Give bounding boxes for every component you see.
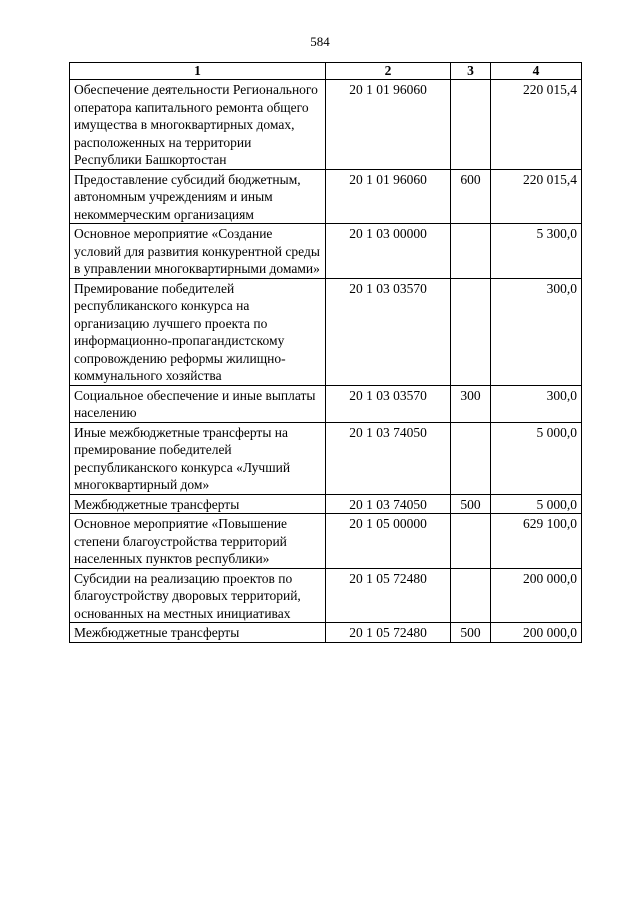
row-amount: 200 000,0 [491, 568, 582, 623]
table-row [70, 494, 582, 514]
row-type [451, 514, 491, 569]
row-type: 600 [451, 169, 491, 224]
table-row [70, 623, 582, 643]
row-type [451, 422, 491, 494]
row-code: 20 1 03 00000 [326, 224, 451, 279]
row-name: Основное мероприятие «Создание условий для развития конкурентной среды в управлении многоквартирными домами» [70, 224, 326, 279]
row-code: 20 1 03 74050 [326, 494, 451, 514]
column-header-4: 4 [491, 63, 582, 80]
row-code: 20 1 03 74050 [326, 422, 451, 494]
row-name: Предоставление субсидий бюджетным, автономным учреждениям и иным некоммерческим организациям [70, 169, 326, 224]
row-name: Обеспечение деятельности Регионального оператора капитального ремонта общего имущества в многоквартирных домах, расположенных на территории Республики Башкортостан [70, 80, 326, 170]
column-header-2: 2 [326, 63, 451, 80]
row-type: 500 [451, 494, 491, 514]
table-row [70, 514, 582, 569]
row-amount: 300,0 [491, 385, 582, 422]
row-type [451, 80, 491, 170]
row-code: 20 1 01 96060 [326, 80, 451, 170]
row-name: Межбюджетные трансферты [70, 494, 326, 514]
row-amount: 300,0 [491, 278, 582, 385]
row-name: Межбюджетные трансферты [70, 623, 326, 643]
table-row [70, 169, 582, 224]
table-row [70, 385, 582, 422]
row-name: Премирование победителей республиканского конкурса на организацию лучшего проекта по информационно-пропагандистскому сопровождению реформы жилищно-коммунального хозяйства [70, 278, 326, 385]
table-header-row [70, 63, 582, 80]
row-code: 20 1 05 72480 [326, 568, 451, 623]
row-code: 20 1 05 72480 [326, 623, 451, 643]
row-amount: 220 015,4 [491, 80, 582, 170]
row-name: Субсидии на реализацию проектов по благоустройству дворовых территорий, основанных на местных инициативах [70, 568, 326, 623]
row-code: 20 1 03 03570 [326, 385, 451, 422]
table-row [70, 80, 582, 170]
row-type [451, 278, 491, 385]
row-name: Иные межбюджетные трансферты на премирование победителей республиканского конкурса «Лучший многоквартирный дом» [70, 422, 326, 494]
table-row [70, 278, 582, 385]
table-row [70, 422, 582, 494]
row-amount: 5 000,0 [491, 422, 582, 494]
table-row [70, 568, 582, 623]
column-header-1: 1 [70, 63, 326, 80]
row-code: 20 1 05 00000 [326, 514, 451, 569]
column-header-3: 3 [451, 63, 491, 80]
row-amount: 200 000,0 [491, 623, 582, 643]
row-amount: 5 300,0 [491, 224, 582, 279]
row-name: Социальное обеспечение и иные выплаты населению [70, 385, 326, 422]
row-type [451, 224, 491, 279]
budget-table [69, 62, 582, 643]
table-row [70, 224, 582, 279]
row-type: 300 [451, 385, 491, 422]
row-code: 20 1 03 03570 [326, 278, 451, 385]
row-name: Основное мероприятие «Повышение степени благоустройства территорий населенных пунктов республики» [70, 514, 326, 569]
row-code: 20 1 01 96060 [326, 169, 451, 224]
row-type [451, 568, 491, 623]
row-amount: 5 000,0 [491, 494, 582, 514]
row-amount: 220 015,4 [491, 169, 582, 224]
row-type: 500 [451, 623, 491, 643]
row-amount: 629 100,0 [491, 514, 582, 569]
page-number: 584 [310, 34, 330, 49]
